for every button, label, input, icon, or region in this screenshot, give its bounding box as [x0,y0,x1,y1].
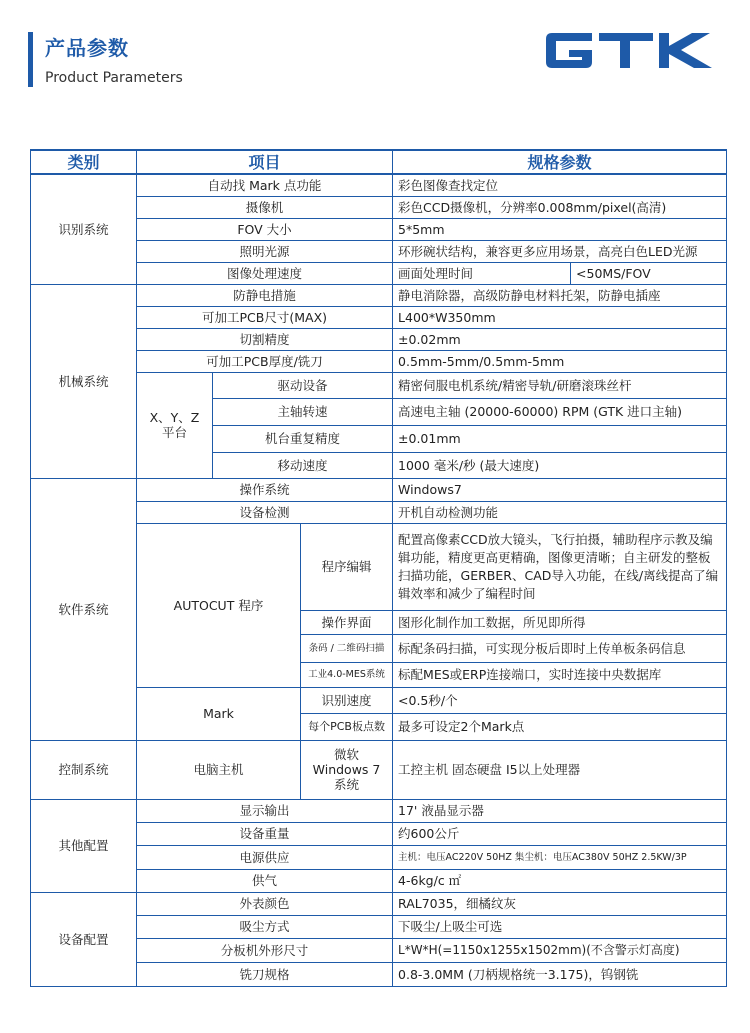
spec-cell: ±0.02mm [393,328,727,350]
spec-cell: 标配条码扫描，可实现分板后即时上传单板条码信息 [393,634,727,662]
spec-cell: 配置高像素CCD放大镜头，飞行拍摄，辅助程序示教及编辑功能，精度更高更精确，图像更清晰；自主研发的整板扫描功能，GERBER、CAD导入功能，在线/离线提高了编辑效率和减少了编程时间 [393,523,727,610]
item-cell: 显示输出 [137,799,393,822]
header-category: 类别 [31,150,137,174]
spec-cell: L*W*H(=1150x1255x1502mm)(不含警示灯高度) [393,938,727,962]
spec-cell: Windows7 [393,478,727,501]
table-row [31,740,727,799]
item-cell: 防静电措施 [137,284,393,306]
category-other: 其他配置 [31,799,137,892]
item-cell: 外表颜色 [137,892,393,915]
mark-label: Mark [137,687,301,740]
item-cell: FOV 大小 [137,218,393,240]
item-cell: 条码 / 二维码扫描 [301,634,393,662]
table-header-row [31,150,727,174]
category-control: 控制系统 [31,740,137,799]
spec-cell: L400*W350mm [393,306,727,328]
item-cell: 驱动设备 [213,372,393,398]
item-cell: 摄像机 [137,196,393,218]
spec-cell: RAL7035，细橘纹灰 [393,892,727,915]
item-cell: 移动速度 [213,452,393,478]
os-cell: 微软 Windows 7 系统 [301,740,393,799]
spec-cell: 彩色图像查找定位 [393,174,727,196]
category-mechanical: 机械系统 [31,284,137,478]
item-cell: 操作界面 [301,610,393,634]
spec-cell: 17' 液晶显示器 [393,799,727,822]
spec-cell: <0.5秒/个 [393,687,727,713]
spec-cell: 1000 毫米/秒 (最大速度) [393,452,727,478]
item-cell: 设备重量 [137,822,393,845]
spec-cell: 下吸尘/上吸尘可选 [393,915,727,938]
spec-cell: 工控主机 固态硬盘 I5以上处理器 [393,740,727,799]
table-row [31,174,727,196]
table-row [31,478,727,501]
item-cell: 电脑主机 [137,740,301,799]
spec-cell: 画面处理时间 [393,262,571,284]
header-accent-bar [28,32,33,87]
table-row [31,799,727,822]
item-cell: 每个PCB板点数 [301,713,393,740]
spec-cell: 标配MES或ERP连接端口，实时连接中央数据库 [393,662,727,687]
spec-cell: ±0.01mm [393,425,727,452]
spec-cell: 开机自动检测功能 [393,501,727,523]
item-cell: 供气 [137,869,393,892]
spec-cell: 5*5mm [393,218,727,240]
item-cell: 切割精度 [137,328,393,350]
spec-cell: <50MS/FOV [571,262,727,284]
page-title: 产品参数 [45,36,129,60]
item-cell: 可加工PCB厚度/铣刀 [137,350,393,372]
header-spec: 规格参数 [393,150,727,174]
header-item: 项目 [137,150,393,174]
autocut-program-label: AUTOCUT 程序 [137,523,301,687]
item-cell: 照明光源 [137,240,393,262]
spec-cell: 静电消除器，高级防静电材料托架，防静电插座 [393,284,727,306]
item-cell: 主轴转速 [213,398,393,425]
item-cell: 操作系统 [137,478,393,501]
spec-cell: 4-6kg/c ㎡ [393,869,727,892]
category-software: 软件系统 [31,478,137,740]
spec-cell: 约600公斤 [393,822,727,845]
category-equipment: 设备配置 [31,892,137,986]
spec-cell: 主机：电压AC220V 50HZ 集尘机：电压AC380V 50HZ 2.5KW/3P [393,845,727,869]
item-cell: 工业4.0-MES系统 [301,662,393,687]
item-cell: 铣刀规格 [137,962,393,986]
item-cell: 电源供应 [137,845,393,869]
spec-cell: 最多可设定2个Mark点 [393,713,727,740]
xyz-platform-label: X、Y、Z 平台 [137,372,213,478]
page-subtitle: Product Parameters [45,70,183,86]
item-cell: 图像处理速度 [137,262,393,284]
category-recognition: 识别系统 [31,174,137,284]
spec-cell: 环形碗状结构，兼容更多应用场景，高亮白色LED光源 [393,240,727,262]
item-cell: 机台重复精度 [213,425,393,452]
item-cell: 吸尘方式 [137,915,393,938]
table-row [31,284,727,306]
item-cell: 自动找 Mark 点功能 [137,174,393,196]
spec-cell: 0.8-3.0MM (刀柄规格统一3.175)，钨钢铣 [393,962,727,986]
item-cell: 设备检测 [137,501,393,523]
spec-cell: 图形化制作加工数据，所见即所得 [393,610,727,634]
table-row [31,892,727,915]
item-cell: 程序编辑 [301,523,393,610]
item-cell: 分板机外形尺寸 [137,938,393,962]
item-cell: 可加工PCB尺寸(MAX) [137,306,393,328]
spec-cell: 高速电主轴 (20000-60000) RPM (GTK 进口主轴) [393,398,727,425]
item-cell: 识别速度 [301,687,393,713]
gtk-logo [542,28,718,73]
spec-cell: 彩色CCD摄像机，分辨率0.008mm/pixel(高清) [393,196,727,218]
spec-cell: 精密伺服电机系统/精密导轨/研磨滚珠丝杆 [393,372,727,398]
spec-cell: 0.5mm-5mm/0.5mm-5mm [393,350,727,372]
spec-table [30,149,727,987]
